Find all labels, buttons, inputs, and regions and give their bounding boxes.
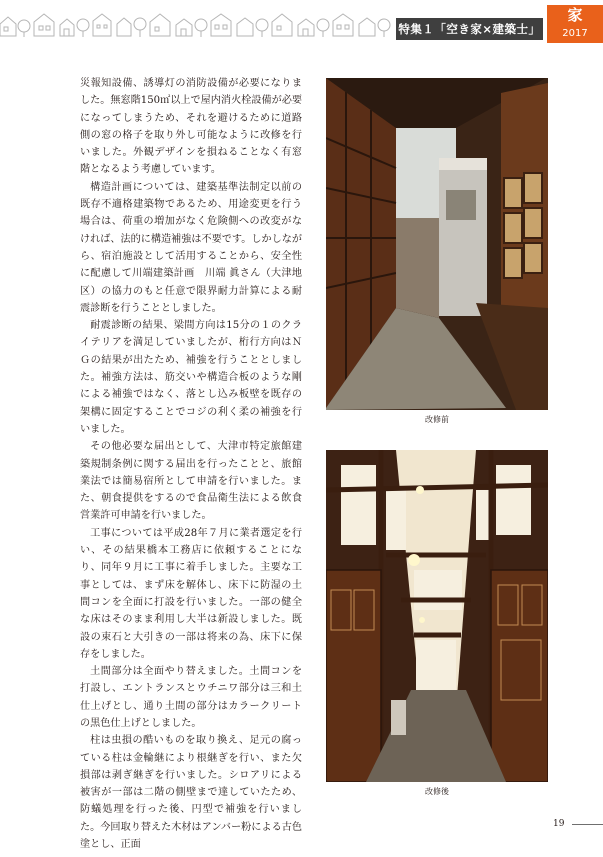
section-title: 特集１「空き家×建築士」	[396, 18, 543, 40]
caption-before: 改修前	[425, 415, 449, 424]
photo-before-image	[326, 78, 548, 410]
photo-after-image	[326, 450, 548, 782]
paragraph: 耐震診断の結果、梁間方向は15分の１のクライテリアを満足していましたが、桁行方向はＮＧの結果が出たため、補強を行うこととしました。補強方法は、筋交いや構造合板のような剛による補強ではなく、落とし込み板壁を既存の架構に固定することでコジの利く柔の補強を行いました。	[80, 320, 302, 435]
paragraph: その他必要な届出として、大津市特定旅館建築規制条例に関する届出を行ったことと、旅館業法では簡易宿所として申請を行いました。また、朝食提供をするので食品衛生法による飲食営業許可申請を行いました。	[80, 441, 302, 522]
paragraph: 災報知設備、誘導灯の消防設備が必要になりました。無窓階150㎡以上で屋内消火栓設備が必要になってしまうため、それを避けるために道路側の窓の格子を取り外し可能なように改修を行いました。外観デザインを損ねることなく有窓階となるよう考慮しています。	[80, 78, 302, 176]
badge-year: 2017	[562, 28, 588, 39]
badge-logo-glyph: 家	[567, 6, 583, 24]
paragraph: 構造計画については、建築基準法制定以前の既存不適格建築物であるため、用途変更を行う場合は、荷重の増加がなく危険側への改変がなければ、法的に構造補強は不要です。しかしながら、宿泊施設として活用することから、安全性に配慮して川端建築計画 川端 眞さん（大津地区）の協力のもと任意で限界耐力計算による耐震診断を行うこととしました。	[80, 181, 302, 314]
page-number-rule	[572, 824, 603, 825]
year-badge	[547, 5, 603, 43]
paragraph: 柱は虫損の酷いものを取り換え、足元の腐っている柱は金輪継により根継ぎを行い、また欠損部は剥ぎ継ぎを行いました。シロアリによる被害が一部は二階の側壁まで達していたため、防蟻処理を行った後、円型で補強を行いました。今回取り替えた木材はアンバー粉による古色塗とし、正面	[80, 735, 302, 851]
photo-before-renovation	[326, 78, 548, 410]
article-body	[80, 75, 302, 853]
photo-after-renovation	[326, 450, 548, 782]
page-number: 19	[553, 819, 565, 829]
caption-after: 改修後	[425, 787, 449, 796]
paragraph: 工事については平成28年７月に業者選定を行い、その結果橋本工務店に依頼することになり、同年９月に工事に着手しました。主要な工事としては、まず床を解体し、床下に防湿の土間コンを全面に打設を行いました。一部の健全な床はそのまま利用し大半は新設しました。既設の束石と大引きの一部は将来の為、床下に保存をしました。	[80, 527, 302, 660]
paragraph: 土間部分は全面やり替えました。土間コンを打設し、エントランスとウチニワ部分は三和土仕上げとし、通り土間の部分はカラークリートの黒色仕上げとしました。	[80, 666, 302, 729]
